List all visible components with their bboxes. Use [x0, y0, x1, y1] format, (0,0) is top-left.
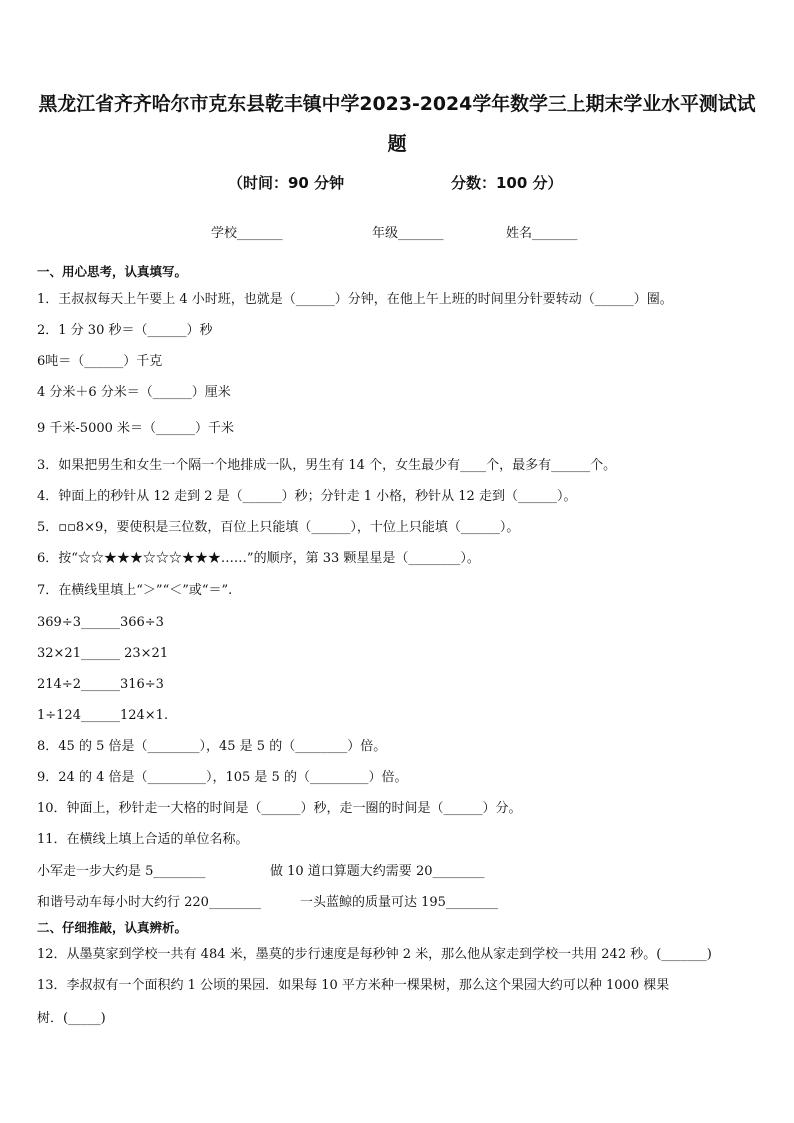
question-13-line-2: 树．(_____)	[37, 1011, 106, 1026]
question-3: 3．如果把男生和女生一个隔一个地排成一队，男生有 14 个，女生最少有____个，最多有______个。	[37, 458, 617, 473]
question-5: 5．▫▫8×9，要使积是三位数，百位上只能填（______），十位上只能填（______）。	[37, 520, 520, 535]
question-9: 9．24 的 4 倍是（_________），105 是 5 的（_________）倍。	[37, 770, 408, 785]
question-10: 10．钟面上，秒针走一大格的时间是（______）秒，走一圈的时间是（______）分。	[37, 801, 522, 816]
question-11b: 做 10 道口算题大约需要 20________	[270, 864, 485, 879]
question-13-line-1: 13．李叔叔有一个面积约 1 公顷的果园．如果每 10 平方米种一棵果树，那么这个果园大约可以种 1000 棵果	[37, 978, 670, 993]
question-7c: 214÷2______316÷3	[37, 677, 164, 692]
grade-field[interactable]: 年级_______	[372, 226, 444, 241]
exam-title	[30, 84, 764, 164]
section-1-heading: 一、用心思考，认真填写。	[37, 264, 188, 279]
question-2c: 4 分米＋6 分米＝（______）厘米	[37, 385, 231, 400]
question-11d: 一头蓝鲸的质量可达 195________	[300, 895, 498, 910]
question-4: 4．钟面上的秒针从 12 走到 2 是（______）秒；分针走 1 小格，秒针从 12 走到（______）。	[37, 489, 577, 504]
question-7a: 369÷3______366÷3	[37, 615, 164, 630]
question-2b: 6吨＝（______）千克	[37, 354, 163, 369]
question-7d: 1÷124______124×1.	[37, 708, 169, 723]
exam-meta	[0, 172, 794, 194]
question-2d: 9 千米-5000 米＝（______）千米	[37, 421, 235, 436]
total-score: 分数：100 分）	[451, 174, 563, 192]
question-8: 8．45 的 5 倍是（________），45 是 5 的（________）倍。	[37, 739, 387, 754]
question-7: 7．在横线里填上“＞”“＜”或“＝”.	[37, 583, 233, 598]
question-7b: 32×21______ 23×21	[37, 646, 169, 661]
title-line-2: 题	[387, 133, 407, 155]
question-12: 12．从墨莫家到学校一共有 484 米，墨莫的步行速度是每秒钟 2 米，那么他从家走到学校一共用 242 秒。(_______)	[37, 947, 712, 962]
student-info	[0, 222, 794, 242]
question-2a: 2．1 分 30 秒＝（______）秒	[37, 323, 213, 338]
name-field[interactable]: 姓名_______	[506, 226, 578, 241]
section-2-heading: 二、仔细推敲，认真辨析。	[37, 920, 188, 935]
question-11c: 和谐号动车每小时大约行 220________	[37, 895, 261, 910]
time-limit: （时间：90 分钟	[228, 174, 345, 192]
school-field[interactable]: 学校_______	[211, 226, 283, 241]
question-11a: 小军走一步大约是 5________	[37, 864, 206, 879]
question-1: 1．王叔叔每天上午要上 4 小时班，也就是（______）分钟，在他上午上班的时间里分针要转动（______）圈。	[37, 292, 673, 307]
question-6: 6．按“☆☆★★★☆☆☆★★★……”的顺序，第 33 颗星星是（________）。	[37, 551, 480, 566]
title-line-1: 黑龙江省齐齐哈尔市克东县乾丰镇中学2023-2024学年数学三上期末学业水平测试试	[38, 93, 756, 115]
question-11: 11．在横线上填上合适的单位名称。	[37, 832, 249, 847]
